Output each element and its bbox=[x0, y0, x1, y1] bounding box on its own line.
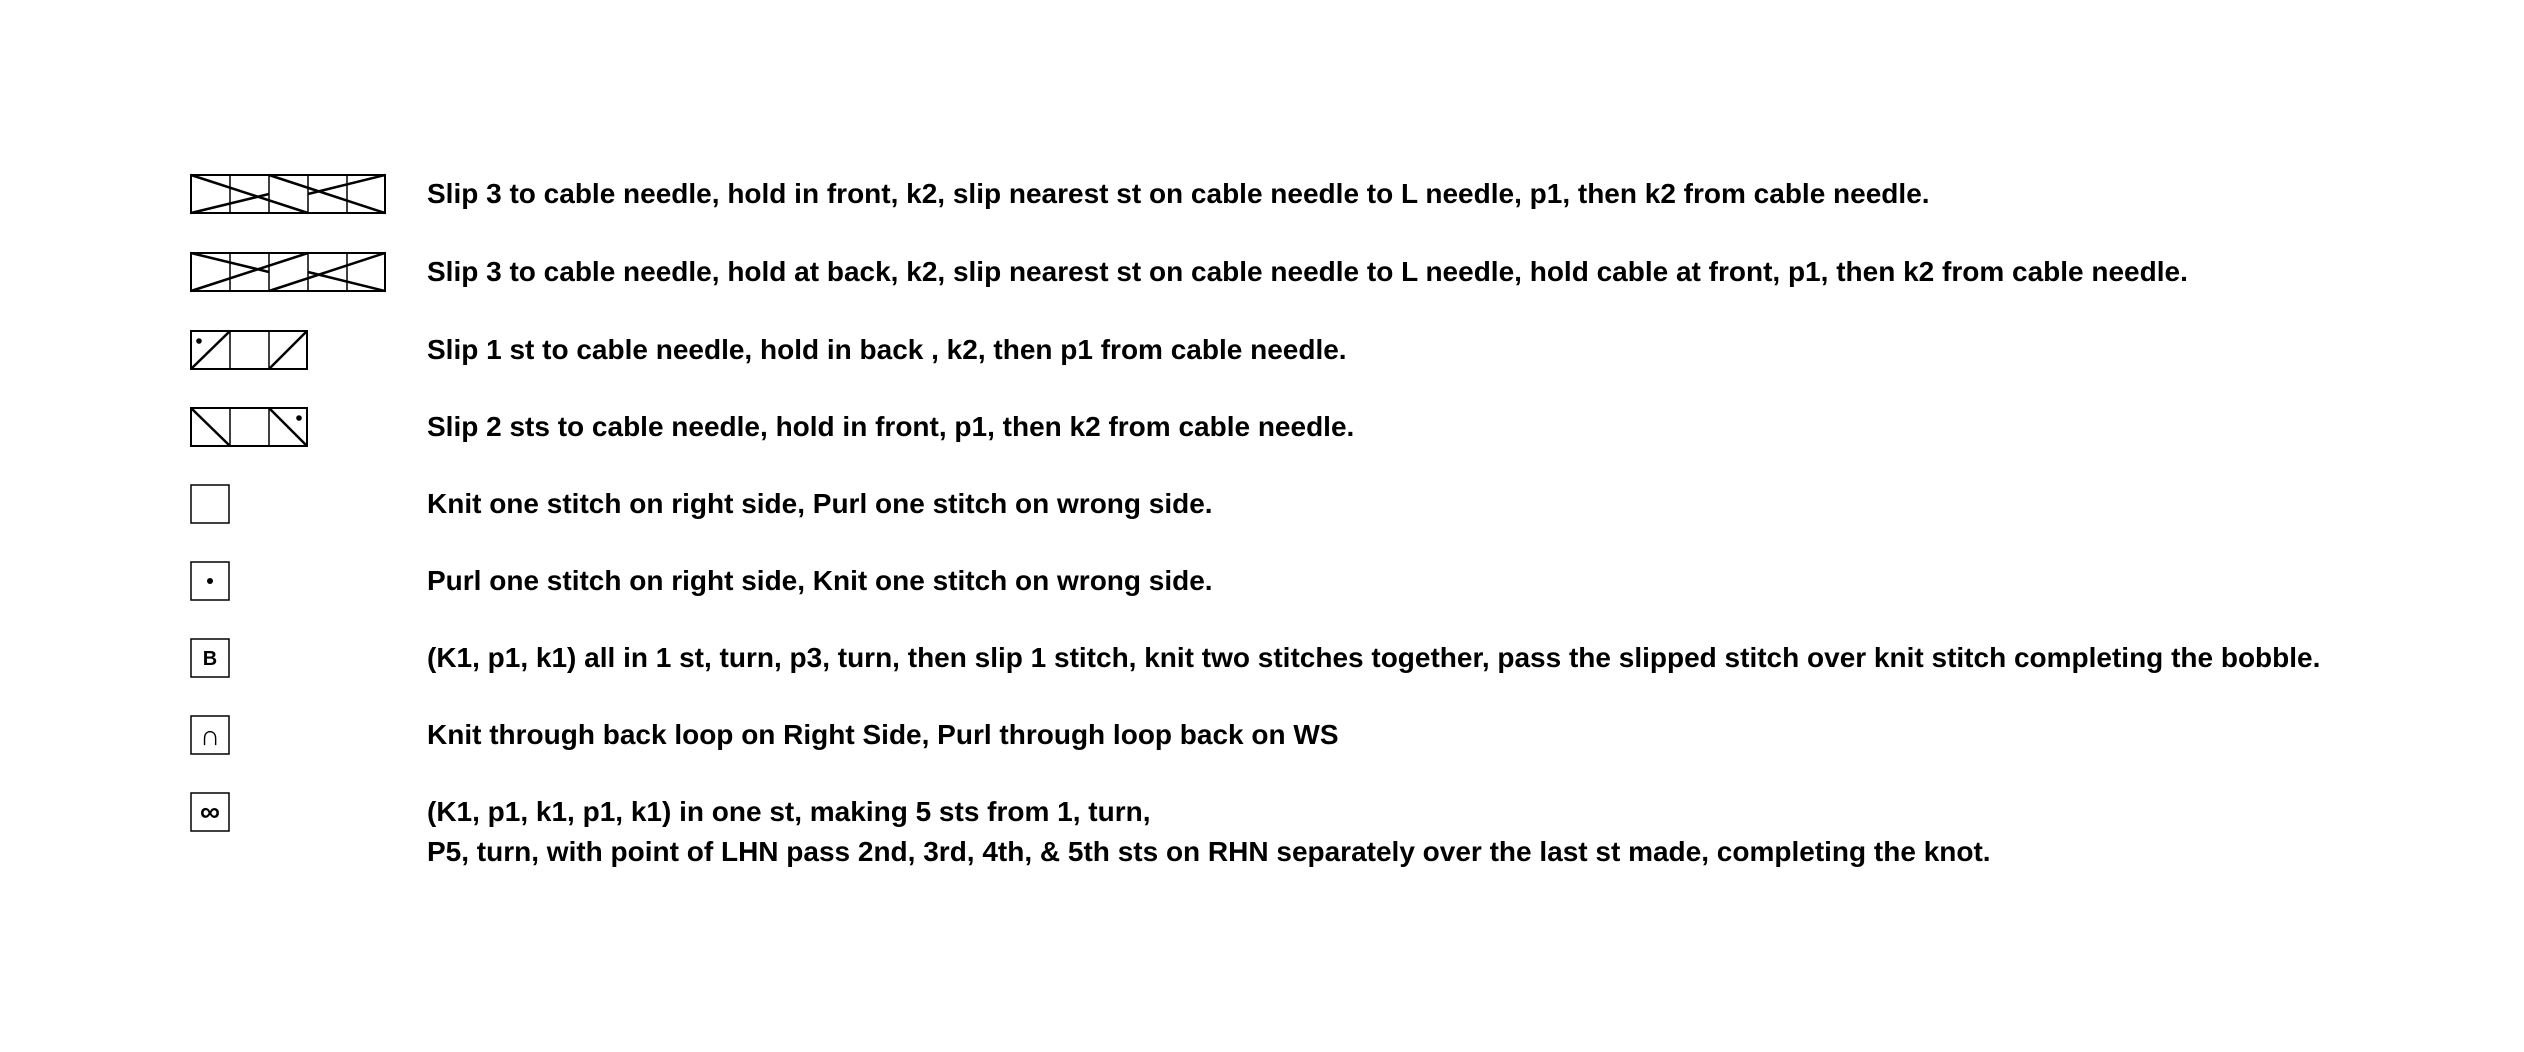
legend-description: Knit through back loop on Right Side, Purl through loop back on WS bbox=[427, 719, 1339, 750]
bobble-icon bbox=[190, 638, 234, 680]
legend-description: Slip 3 to cable needle, hold in front, k2, slip nearest st on cable needle to L needle, p1, then k2 from cable needle. bbox=[427, 178, 1930, 209]
legend-description: Purl one stitch on right side, Knit one stitch on wrong side. bbox=[427, 565, 1213, 596]
legend-description-line-2: P5, turn, with point of LHN pass 2nd, 3rd, 4th, & 5th sts on RHN separately over the last st made, completing the knot. bbox=[427, 836, 1991, 867]
legend-description: (K1, p1, k1, p1, k1) in one st, making 5 sts from 1, turn, bbox=[427, 796, 1151, 827]
legend-description: Knit one stitch on right side, Purl one stitch on wrong side. bbox=[427, 488, 1213, 519]
legend-description: Slip 1 st to cable needle, hold in back , k2, then p1 from cable needle. bbox=[427, 334, 1347, 365]
knot-icon bbox=[190, 792, 234, 834]
knit-tbl-icon bbox=[190, 715, 234, 757]
legend-description: Slip 3 to cable needle, hold at back, k2, slip nearest st on cable needle to L needle, hold cable at front, p1, then k2 from cable needle. bbox=[427, 256, 2188, 287]
bobble-symbol-text: B bbox=[202, 648, 218, 670]
knit-tbl-symbol-text: ∩ bbox=[199, 720, 221, 751]
cable-5st-back-icon bbox=[190, 252, 390, 294]
knot-symbol-text: ∞ bbox=[200, 796, 220, 827]
cable-1-over-2-back-icon bbox=[190, 330, 314, 372]
cable-5st-front-icon bbox=[190, 174, 390, 216]
knit-square-icon bbox=[190, 484, 234, 526]
legend-description: Slip 2 sts to cable needle, hold in front, p1, then k2 from cable needle. bbox=[427, 411, 1355, 442]
purl-dot-icon bbox=[190, 561, 234, 603]
legend-description: (K1, p1, k1) all in 1 st, turn, p3, turn, then slip 1 stitch, knit two stitches together, pass the slipped stitch over knit stitch completing the bobble. bbox=[427, 642, 2321, 673]
cable-2-over-1-front-icon bbox=[190, 407, 314, 449]
